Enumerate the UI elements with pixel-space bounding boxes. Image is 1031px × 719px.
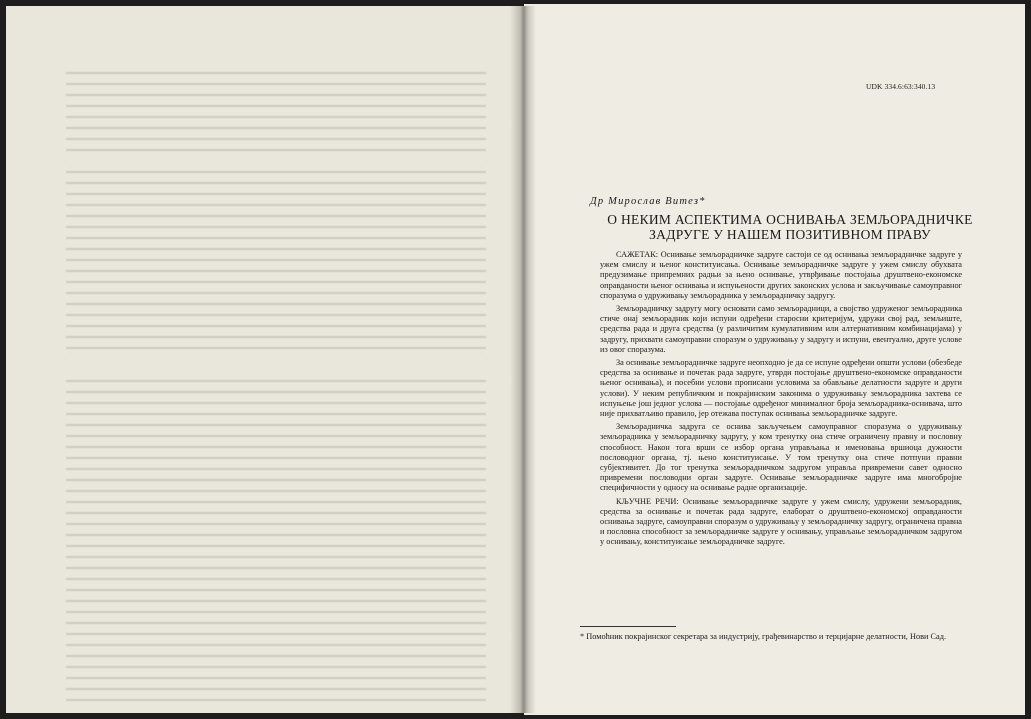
book-gutter (510, 6, 536, 713)
article-body (600, 250, 962, 551)
footnote-divider (580, 626, 676, 627)
body-paragraph: За оснивање земљорадничке задруге неопходно је да се испуне одређени општи услови (обезбеде средства за оснивање и почетак рада задруге, утврди постојање друштвено-економске оправданости њеног оснивања), и посебни услови прописани условима за обављање делатности задруге и други услови). У неким републичким и покрајинским законима о удруживању земљорадника захтева се испуњење још једног услова — постојање одређеног минималног броја земљорадника-оснивача, што није прихватљиво правило, јер отежава поступак оснивања земљорадничке задруге. (600, 358, 962, 419)
body-paragraph: Земљорадничка задруга се оснива закључењем самоуправног споразума о удруживању земљорадника у земљорадничку задругу, у ком тренутку она стиче ограничену правну и пословну способност. Након тога врши се избор органа управљања и именовања вршиоца дужности пословодног органа, тј. њено конституисање. У том тренутку она стиче потпуни правни субјективитет. До тог тренутка земљорадничком задругом управља привремени савет односно привремени пословодни орган задруге. Оснивање земљорадничке задруге има многобројне специфичности у односу на оснивање радне организације. (600, 422, 962, 493)
keywords-paragraph: КЉУЧНЕ РЕЧИ: Оснивање земљорадничке задруге у ужем смислу, удружени земљорадник, средства за оснивање и почетак рада задруге, елаборат о друштвено-економској оправданости оснивања задруге, самоуправни споразум о удруживању у земљорадничку задругу, ограничена правна и пословна способност за земљорадничке задруге у оснивању, управљање земљорадничком задругом у оснивању, конституисање земљорадничке задруге. (600, 496, 962, 547)
footnote: * Помоћник покрајинског секретара за индустрију, грађевинарство и терцијарне делатности, Нови Сад. (580, 632, 947, 641)
body-paragraph: Земљорадничку задругу могу основати само земљорадници, а својство удруженог земљорадника стиче онај земљорадник који испуни одређени старосни критеријум, удружи свој рад, земљиште, средства рада и друга средства (у различитим кумулативним или алтернативним комбинацијама) у задругу, прихвати самоуправни споразум о удруживању у задругу и испуни, евентуално, друге услове из овог споразума. (600, 304, 962, 354)
left-page (6, 6, 520, 713)
author-name: Др Мирослав Витез* (590, 196, 706, 207)
udk-code: UDK 334.6:63:340.13 (866, 82, 936, 91)
abstract-paragraph: САЖЕТАК: Оснивање земљорадничке задруге састоји се од оснивања земљорадничке задруге у ужем смислу и њеног конституисања. Оснивање земљорадничке задруге у ужем смислу обухвата предузимање припремних радњи за њено оснивање, утврђивање постојања друштвено-економске оправданости њеног оснивања и испуњености других законских услова и закључивање самоуправног споразума о удруживању земљорадника у земљорадничку задругу. (600, 250, 962, 300)
article-title: О НЕКИМ АСПЕКТИМА ОСНИВАЊА ЗЕМЉОРАДНИЧКЕ ЗАДРУГЕ У НАШЕМ ПОЗИТИВНОМ ПРАВУ (607, 212, 973, 242)
